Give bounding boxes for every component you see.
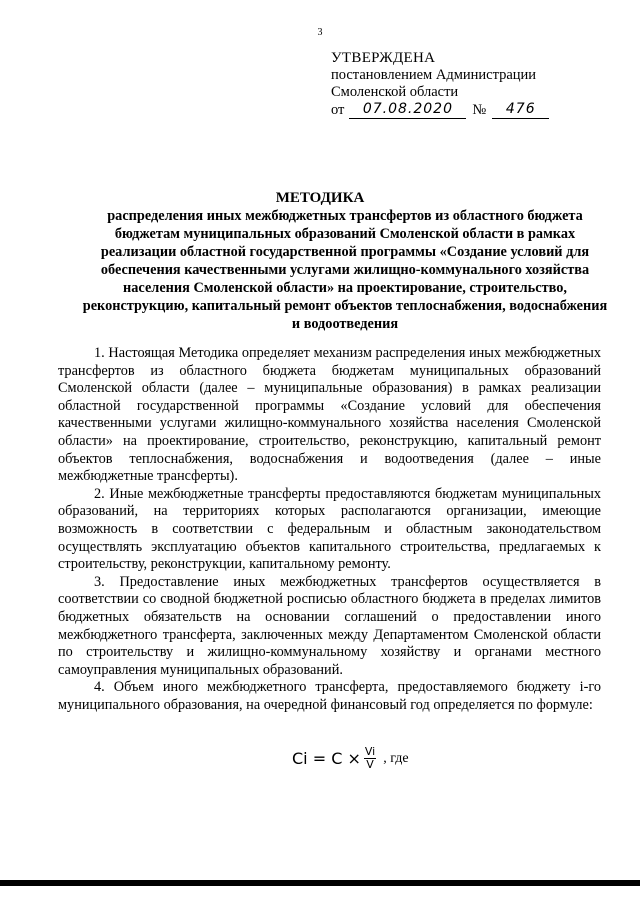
approval-line-2: Смоленской области (331, 84, 459, 100)
document-subtitle: распределения иных межбюджетных трансфертов из областного бюджета бюджетам муниципальных образований Смоленской области в рамках реализации областной государственной программы «Создание условий для обеспечения качественными услугами жилищно-коммунального хозяйства населения Смоленской области» на проектирование, строительство, реконструкцию, капитальный ремонт объектов теплоснабжения, водоснабжения и водоотведения (82, 208, 608, 332)
paragraph-4: 4. Объем иного межбюджетного трансферта, предоставляемого бюджету i-го муниципального образования, на очередной финансовый год определяется по формуле: (58, 679, 601, 713)
approval-date-line (331, 102, 621, 119)
body-text (58, 345, 601, 714)
number-sign: № (472, 102, 487, 118)
formula (292, 746, 409, 771)
approval-title: УТВЕРЖДЕНА (331, 50, 436, 66)
document-title: МЕТОДИКА (275, 190, 365, 206)
formula-denominator: V (366, 758, 374, 771)
date-prefix: от (331, 102, 345, 118)
paragraph-3: 3. Предоставление иных межбюджетных трансфертов осуществляется в соответствии со сводной бюджетной росписью областного бюджета в пределах лимитов бюджетных обязательств на основании соглашений о предоставлении иного межбюджетного трансферта, заключенных между Департаментом Смоленской области по строительству и жилищно-коммунальному хозяйству и органами местного самоуправления муниципальных образований. (58, 573, 601, 678)
page-number: 3 (317, 27, 323, 38)
formula-fraction (364, 746, 376, 771)
approval-line-1: постановлением Администрации (331, 67, 537, 83)
approval-stamp (331, 50, 621, 119)
formula-lhs: Ci = C × (292, 749, 361, 768)
formula-suffix: , где (383, 750, 409, 766)
formula-numerator: Vi (364, 745, 376, 758)
paragraph-2: 2. Иные межбюджетные трансферты предоставляются бюджетам муниципальных образований, на территориях которых располагаются организации, имеющие возможность в соответствии с федеральным и областным законодательством осуществлять эксплуатацию объектов капитального строительства, предлагаемых к строительству, реконструкции, капитальному ремонту. (58, 485, 601, 573)
scan-edge-bar (0, 880, 640, 886)
handwritten-date: 07.08.2020 (349, 102, 466, 119)
paragraph-1: 1. Настоящая Методика определяет механизм распределения иных межбюджетных трансфертов из областного бюджета бюджетам муниципальных образований Смоленской области (далее – муниципальные образования) в рамках реализации областной государственной программы «Создание условий для обеспечения качественными услугами жилищно-коммунального хозяйства населения Смоленской области» на проектирование, строительство, реконструкцию, капитальный ремонт объектов теплоснабжения, водоснабжения и водоотведения (далее – иные межбюджетные трансферты). (58, 345, 601, 485)
handwritten-number: 476 (492, 102, 549, 119)
